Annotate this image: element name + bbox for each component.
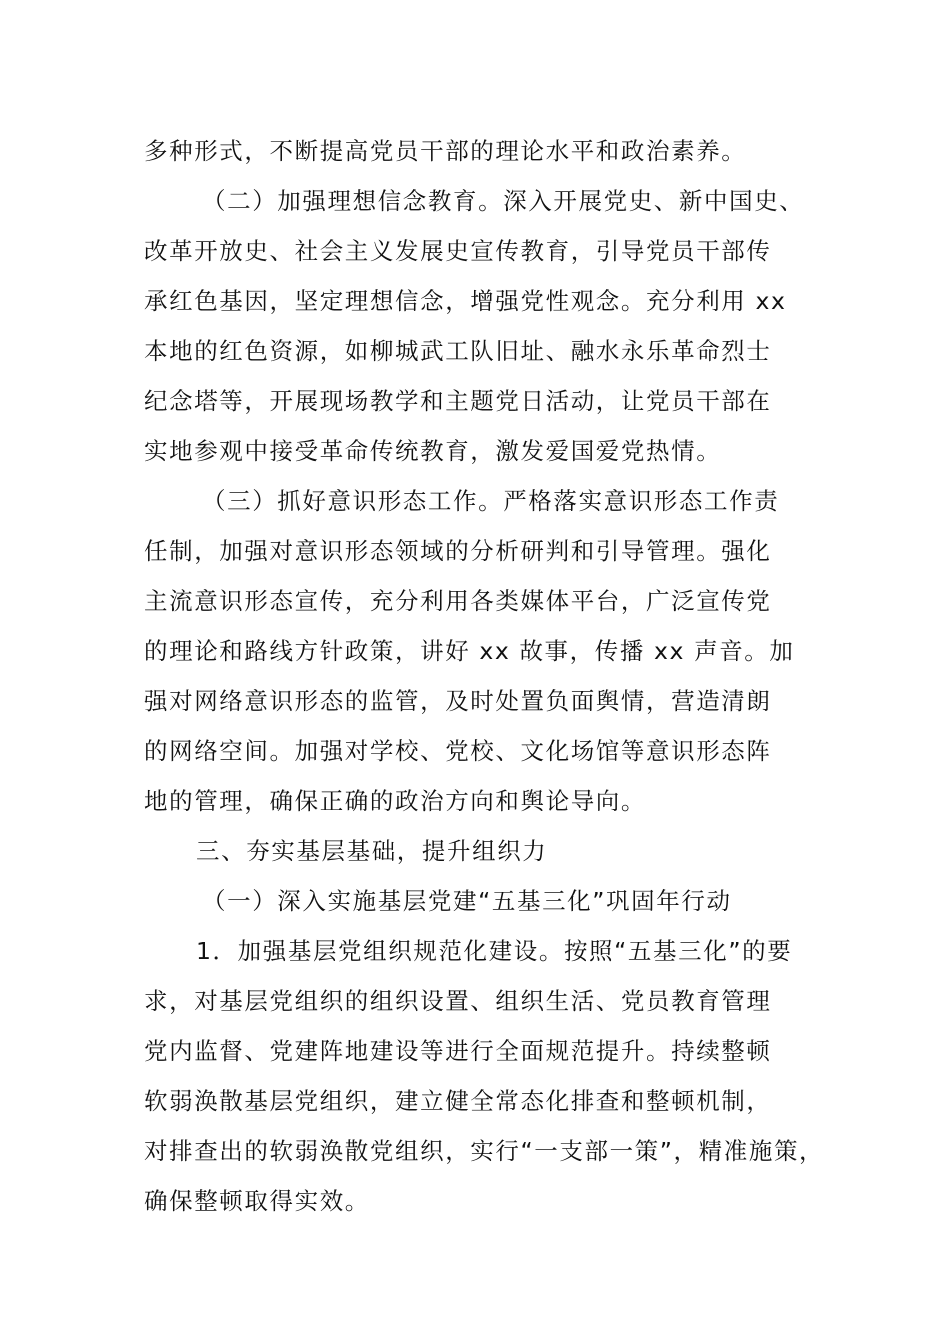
body-text-line: 承红色基因，坚定理想信念，增强党性观念。充分利用 xx (144, 287, 787, 315)
body-text-line: 软弱涣散基层党组织，建立健全常态化排查和整顿机制， (144, 1087, 772, 1115)
item-heading-line: 1．加强基层党组织规范化建设。按照“五基三化”的要 (196, 937, 793, 965)
section-heading-line: （三）抓好意识形态工作。严格落实意识形态工作责 (202, 487, 780, 515)
body-text-line: 纪念塔等，开展现场教学和主题党日活动，让党员干部在 (144, 387, 772, 415)
section-heading-line: （二）加强理想信念教育。深入开展党史、新中国史、 (202, 187, 805, 215)
body-text-line: 党内监督、党建阵地建设等进行全面规范提升。持续整顿 (144, 1037, 772, 1065)
body-text-line: 对排查出的软弱涣散党组织，实行“一支部一策”，精准施策， (144, 1137, 825, 1165)
body-text-line: 强对网络意识形态的监管，及时处置负面舆情，营造清朗 (144, 687, 772, 715)
body-text-line: 任制，加强对意识形态领域的分析研判和引导管理。强化 (144, 537, 772, 565)
body-text-line: 实地参观中接受革命传统教育，激发爱国爱党热情。 (144, 437, 722, 465)
body-text-line: 主流意识形态宣传，充分利用各类媒体平台，广泛宣传党 (144, 587, 772, 615)
body-text-line: 的网络空间。加强对学校、党校、文化场馆等意识形态阵 (144, 737, 772, 765)
chapter-heading: 三、夯实基层基础，提升组织力 (196, 837, 548, 865)
subsection-heading: （一）深入实施基层党建“五基三化”巩固年行动 (202, 887, 732, 915)
body-text-line: 求，对基层党组织的组织设置、组织生活、党员教育管理 (144, 987, 772, 1015)
body-text-line: 改革开放史、社会主义发展史宣传教育，引导党员干部传 (144, 237, 772, 265)
body-text-line: 本地的红色资源，如柳城武工队旧址、融水永乐革命烈士 (144, 337, 772, 365)
body-text-line: 确保整顿取得实效。 (144, 1187, 370, 1215)
body-text-line: 地的管理，确保正确的政治方向和舆论导向。 (144, 787, 646, 815)
body-text-line: 的理论和路线方针政策，讲好 xx 故事，传播 xx 声音。加 (144, 637, 795, 665)
body-text-line: 多种形式，不断提高党员干部的理论水平和政治素养。 (144, 137, 747, 165)
